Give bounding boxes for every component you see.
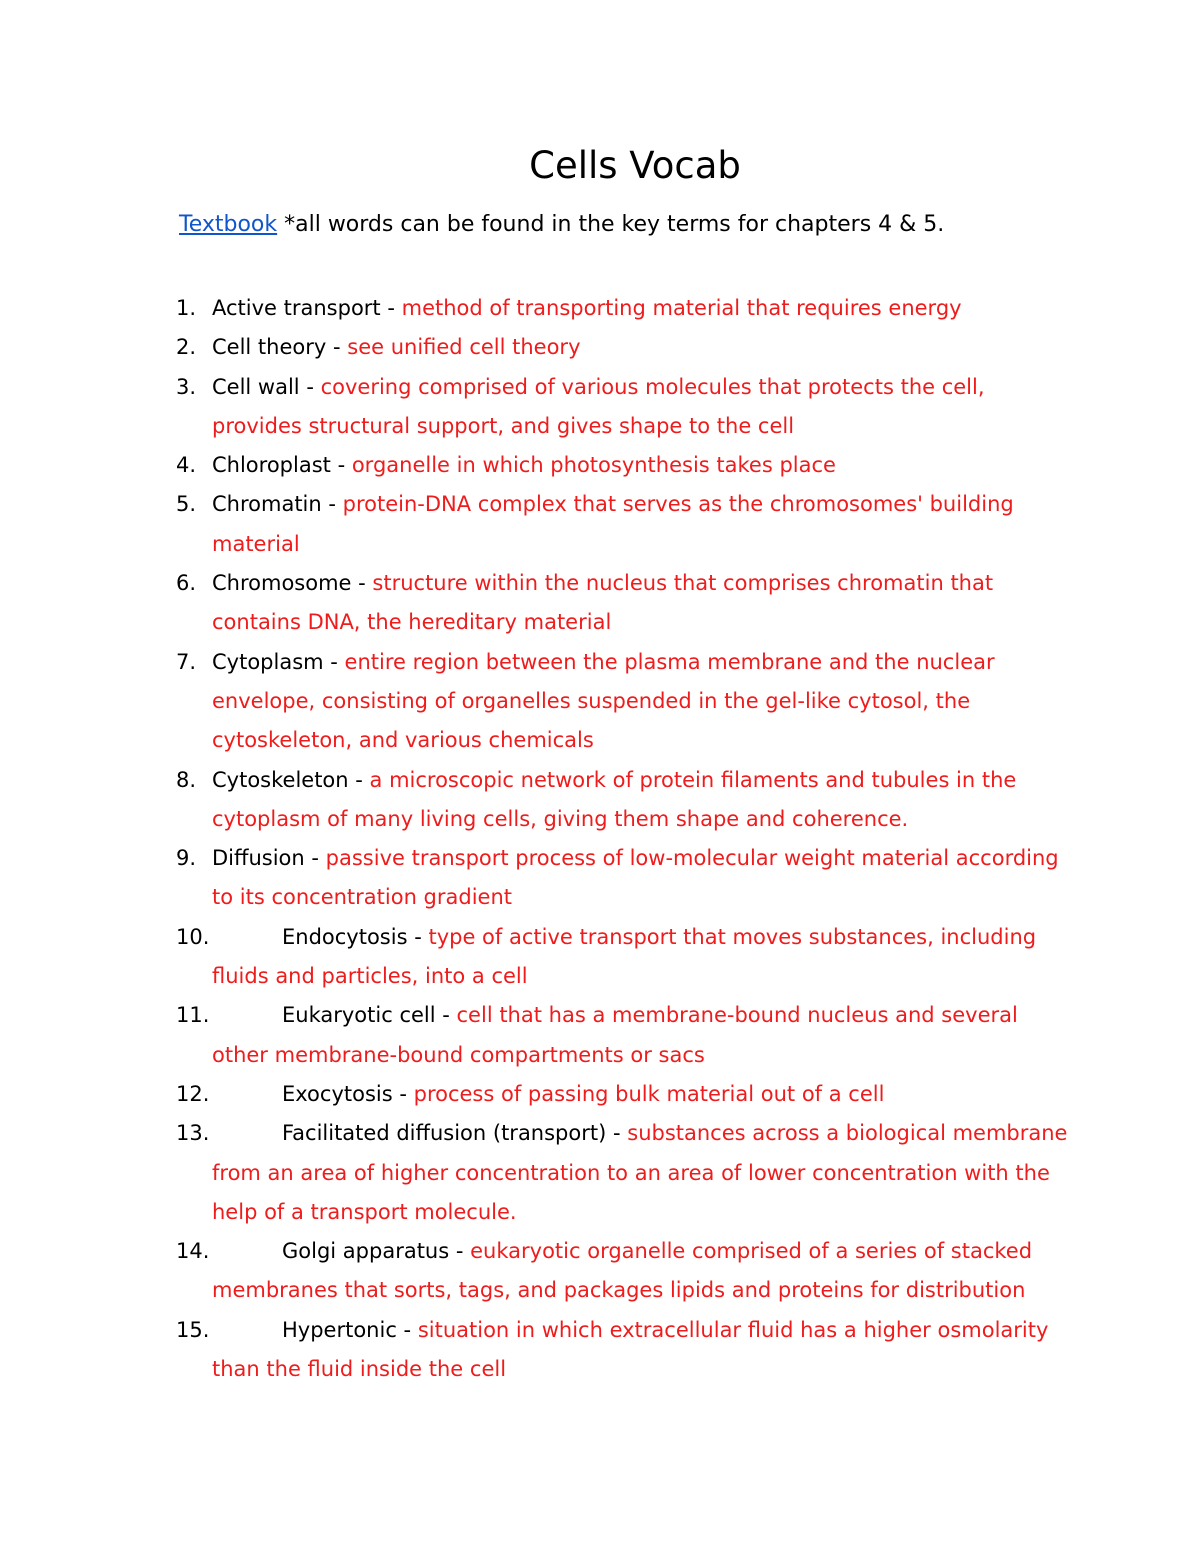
vocab-term: Golgi apparatus [282, 1239, 450, 1264]
vocab-term: Cytoplasm [212, 649, 324, 674]
vocab-item [0, 328, 1200, 367]
vocab-item [0, 761, 1200, 840]
term-separator: - [407, 924, 429, 949]
vocab-term: Cell wall [212, 374, 300, 399]
vocab-number: 6. [176, 571, 197, 596]
vocab-item [0, 485, 1200, 564]
term-separator: - [392, 1081, 414, 1106]
term-separator: - [326, 335, 348, 360]
vocab-item [0, 1114, 1200, 1232]
vocab-definition: a microscopic network of protein filaments and tubules in the cytoplasm of many living cells, giving them shape and coherence. [212, 767, 1017, 831]
vocab-definition: covering comprised of various molecules that protects the cell, provides structural support, and gives shape to the cell [212, 374, 985, 438]
term-separator: - [351, 571, 373, 596]
vocab-item [0, 643, 1200, 761]
vocab-number: 8. [176, 767, 197, 792]
vocab-item [0, 1232, 1200, 1311]
vocab-item [0, 289, 1200, 328]
vocab-number: 7. [176, 649, 197, 674]
vocab-term: Chromosome [212, 571, 352, 596]
term-separator: - [330, 453, 352, 478]
term-separator: - [449, 1239, 471, 1264]
vocab-item [0, 446, 1200, 485]
vocab-item [0, 839, 1200, 918]
vocab-number: 5. [176, 492, 197, 517]
page-title: Cells Vocab [529, 144, 741, 187]
vocab-term: Facilitated diffusion (transport) [282, 1121, 607, 1146]
vocab-definition: substances across a biological membrane from an area of higher concentration to an area of lower concentration with the help of a transport molecule. [212, 1121, 1068, 1224]
vocab-item [0, 564, 1200, 643]
vocab-item [0, 1311, 1200, 1390]
vocab-definition: structure within the nucleus that comprises chromatin that contains DNA, the hereditary material [212, 571, 994, 635]
term-separator: - [304, 846, 326, 871]
subtitle-note: *all words can be found in the key terms for chapters 4 & 5. [277, 212, 945, 237]
vocab-number: 12. [176, 1081, 210, 1106]
term-separator: - [299, 374, 321, 399]
vocab-term: Exocytosis [282, 1081, 393, 1106]
vocab-number: 15. [176, 1317, 210, 1342]
term-separator: - [348, 767, 370, 792]
vocab-item [0, 1075, 1200, 1114]
vocab-number: 13. [176, 1121, 210, 1146]
vocab-number: 3. [176, 374, 197, 399]
vocab-term: Diffusion [212, 846, 305, 871]
vocab-term: Cytoskeleton [212, 767, 349, 792]
vocab-term: Active transport [212, 296, 381, 320]
vocab-definition: see unified cell theory [347, 335, 581, 360]
vocab-number: 1. [176, 296, 197, 320]
term-separator: - [380, 296, 402, 320]
vocab-definition: situation in which extracellular fluid has a higher osmolarity than the fluid inside the cell [212, 1317, 1049, 1382]
vocab-number: 9. [176, 846, 197, 871]
vocab-list [0, 289, 1200, 1389]
vocab-term: Chromatin [212, 492, 322, 517]
vocab-term: Cell theory [212, 335, 327, 360]
vocab-definition: type of active transport that moves substances, including fluids and particles, into a cell [212, 924, 1037, 989]
vocab-term: Chloroplast [212, 453, 331, 478]
vocab-term: Eukaryotic cell [282, 1003, 436, 1028]
term-separator: - [323, 649, 345, 674]
vocab-definition: cell that has a membrane-bound nucleus and several other membrane-bound compartments or sacs [212, 1003, 1018, 1067]
vocab-item [0, 996, 1200, 1075]
vocab-definition: passive transport process of low-molecular weight material according to its concentration gradient [212, 846, 1059, 910]
vocab-number: 14. [176, 1239, 210, 1264]
textbook-link[interactable]: Textbook [179, 212, 278, 237]
vocab-item [0, 918, 1200, 997]
term-separator: - [321, 492, 343, 517]
vocab-number: 4. [176, 453, 197, 478]
vocab-number: 2. [176, 335, 197, 360]
subtitle-line [179, 206, 1179, 244]
vocab-definition: process of passing bulk material out of a cell [413, 1081, 885, 1106]
vocab-term: Endocytosis [282, 924, 408, 949]
term-separator: - [396, 1317, 418, 1342]
vocab-definition: entire region between the plasma membrane and the nuclear envelope, consisting of organelles suspended in the gel-like cytosol, the cytoskeleton, and various chemicals [212, 649, 995, 753]
vocab-item [0, 368, 1200, 447]
vocab-number: 10. [176, 924, 210, 949]
vocab-term: Hypertonic [282, 1317, 397, 1342]
vocab-definition: eukaryotic organelle comprised of a series of stacked membranes that sorts, tags, and packages lipids and proteins for distribution [212, 1239, 1033, 1303]
vocab-number: 11. [176, 1003, 210, 1028]
vocab-definition: protein-DNA complex that serves as the chromosomes' building material [212, 492, 1014, 556]
term-separator: - [435, 1003, 457, 1028]
term-separator: - [606, 1121, 628, 1146]
vocab-definition: method of transporting material that requires energy [401, 296, 962, 320]
vocab-definition: organelle in which photosynthesis takes place [351, 453, 836, 478]
